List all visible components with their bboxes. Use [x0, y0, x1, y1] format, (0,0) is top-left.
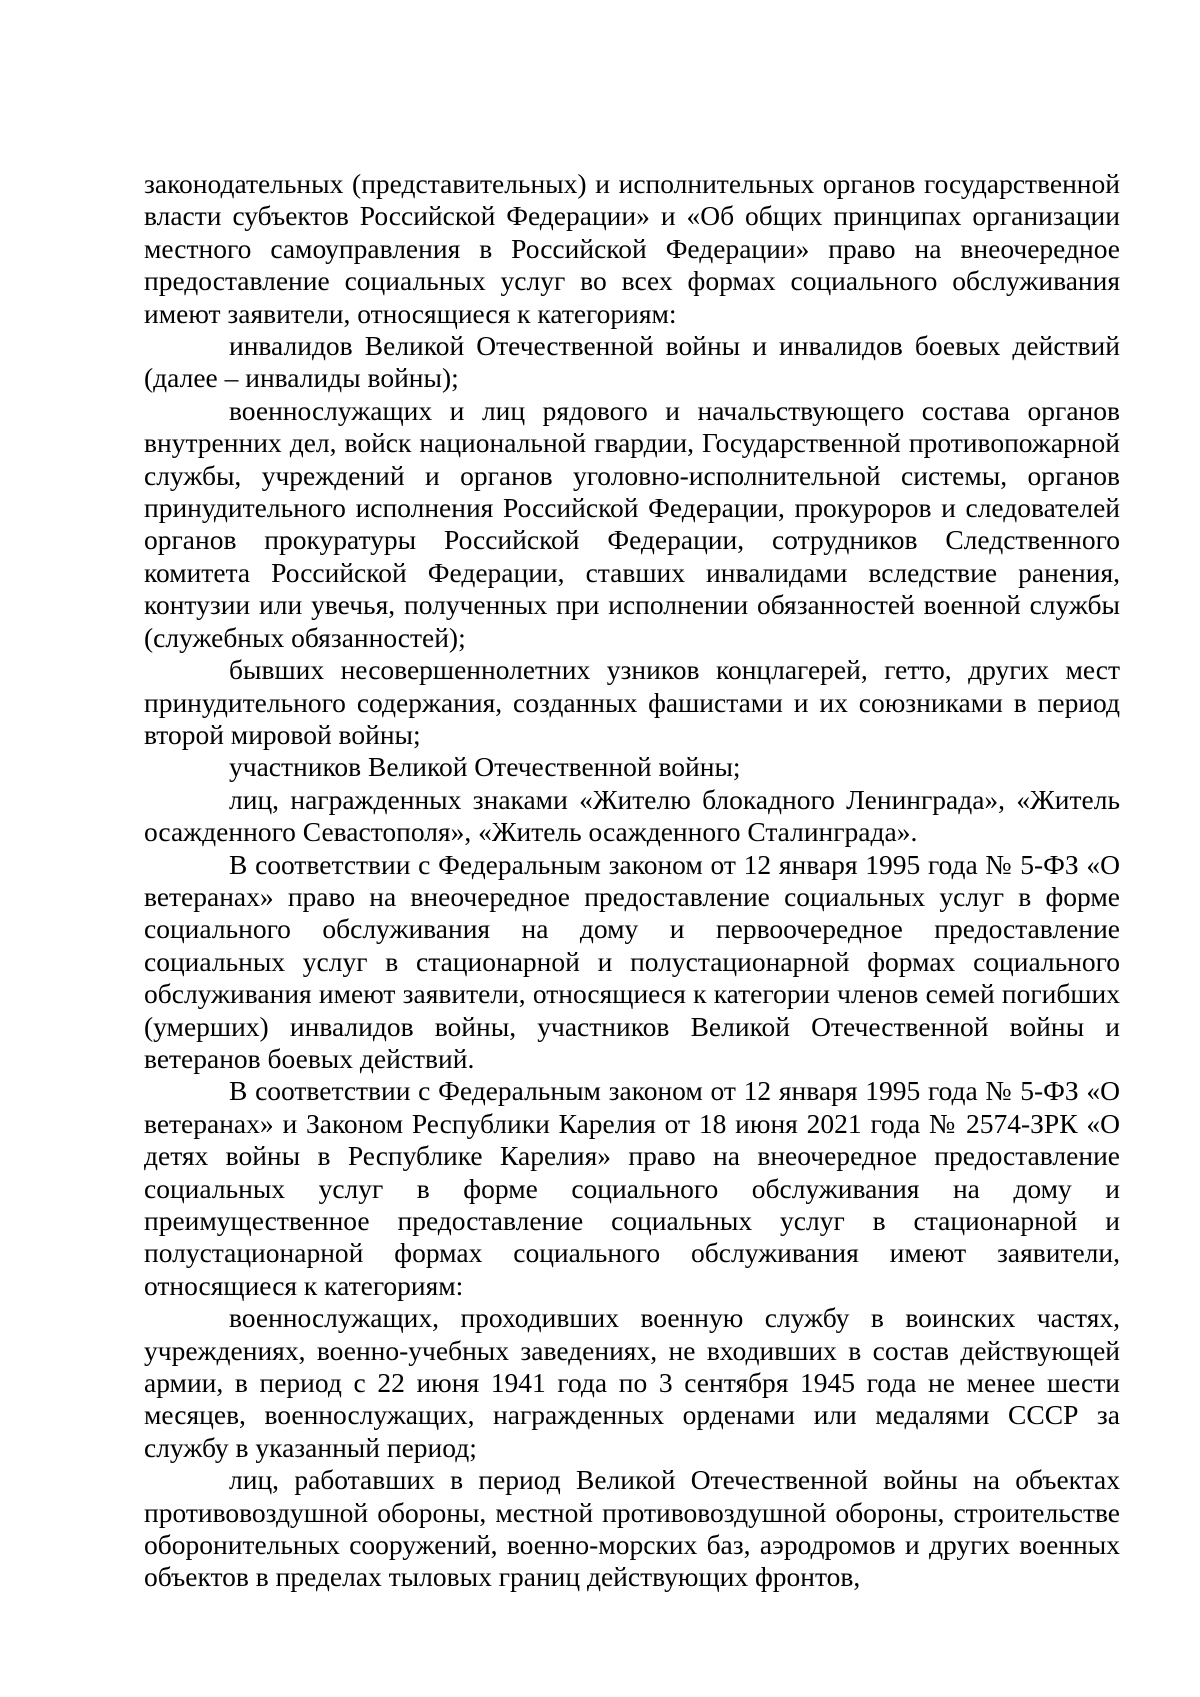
paragraph-war-participants: участников Великой Отечественной войны;: [229, 751, 741, 783]
paragraph-children-of-war: В соответствии с Федеральным законом от 12 января 1995 года № 5-ФЗ «О ветеранах» и Законом Республики Карелия от 18 июня 2021 года № 2574-ЗРК «О детях войны в Республике Карелия» право на внеочередное предоставление социальных услуг в форме социального обслуживания на дому и преимущественное предоставление социальных услуг в стационарной и полустационарной формах социального обслуживания имеют заявители, относящиеся к категориям:: [144, 1075, 1120, 1301]
paragraph-servicemen-invalids: военнослужащих и лиц рядового и начальствующего состава органов внутренних дел, войск национальной гвардии, Государственной противопожарной службы, учреждений и органов уголовно-исполнительной системы, органов принудительного исполнения Российской Федерации, прокуроров и следователей органов прокуратуры Российской Федерации, сотрудников Следственного комитета Российской Федерации, ставших инвалидами вследствие ранения, контузии или увечья, полученных при исполнении обязанностей военной службы (служебных обязанностей);: [144, 394, 1120, 653]
paragraph-former-prisoners: бывших несовершеннолетних узников концлагерей, гетто, других мест принудительного содержания, созданных фашистами и их союзниками в период второй мировой войны;: [144, 654, 1120, 750]
paragraph-war-invalids: инвалидов Великой Отечественной войны и инвалидов боевых действий (далее – инвалиды войны);: [144, 330, 1120, 394]
paragraph-continuation: законодательных (представительных) и исполнительных органов государственной власти субъектов Российской Федерации» и «Об общих принципах организации местного самоуправления в Российской Федерации» право на внеочередное предоставление социальных услуг во всех формах социального обслуживания имеют заявители, относящиеся к категориям:: [144, 168, 1120, 329]
paragraph-siege-residents: лиц, награжденных знаками «Жителю блокадного Ленинграда», «Житель осажденного Севастополя», «Житель осажденного Сталинграда».: [144, 783, 1120, 848]
paragraph-rear-servicemen: военнослужащих, проходивших военную службу в воинских частях, учреждениях, военно-учебных заведениях, не входивших в состав действующей армии, в период с 22 июня 1941 года по 3 сентября 1945 года не менее шести месяцев, военнослужащих, награжденных орденами или медалями СССР за службу в указанный период;: [144, 1302, 1120, 1463]
paragraph-family-members: В соответствии с Федеральным законом от 12 января 1995 года № 5-ФЗ «О ветеранах» право на внеочередное предоставление социальных услуг в форме социального обслуживания на дому и первоочередное предоставление социальных услуг в стационарной и полустационарной формах социального обслуживания имеют заявители, относящиеся к категории членов семей погибших (умерших) инвалидов войны, участников Великой Отечественной войны и ветеранов боевых действий.: [144, 848, 1120, 1074]
paragraph-defense-workers: лиц, работавших в период Великой Отечественной войны на объектах противовоздушной обороны, местной противовоздушной обороны, строительстве оборонительных сооружений, военно-морских баз, аэродромов и других военных объектов в пределах тыловых границ действующих фронтов,: [144, 1464, 1120, 1593]
document-body: [144, 168, 1120, 1594]
